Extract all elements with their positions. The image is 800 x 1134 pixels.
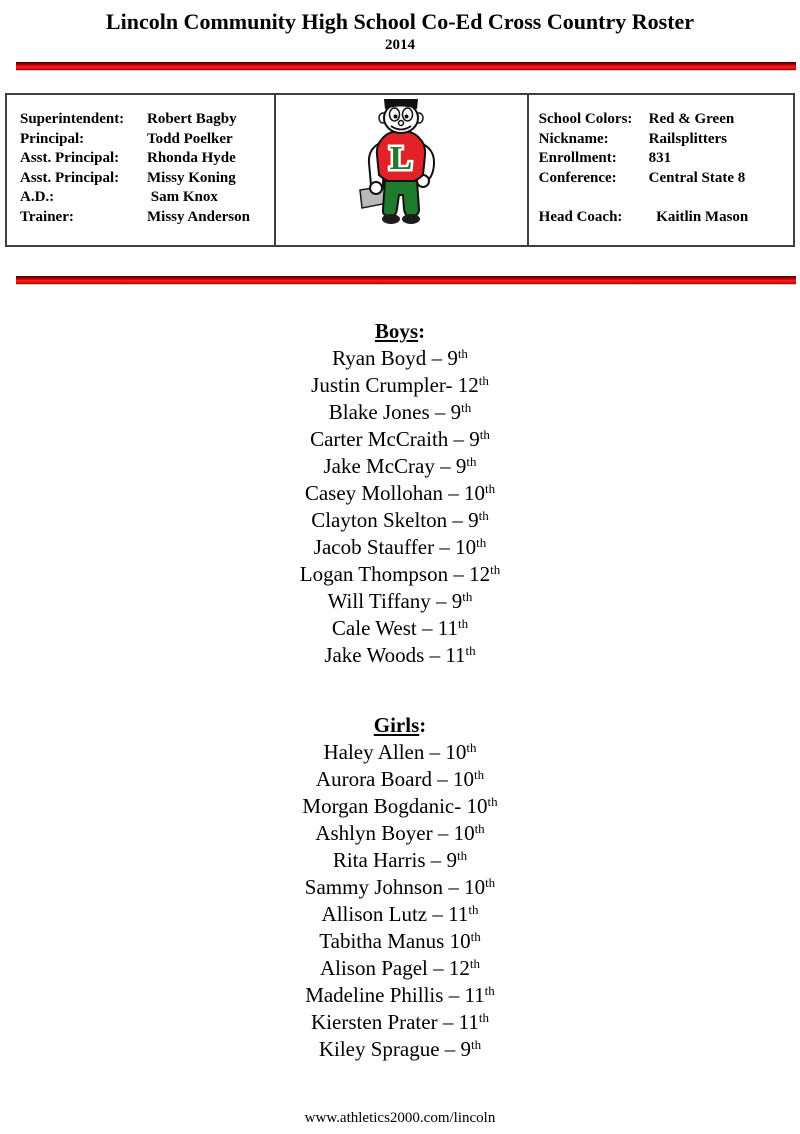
info-label: School Colors: [538, 111, 633, 127]
athlete-separator: – [448, 562, 470, 586]
athlete-grade: 9 [451, 589, 463, 613]
athlete-separator: – [437, 1010, 459, 1034]
athlete-grade-ordinal: th [473, 767, 485, 782]
athlete-name: Will Tiffany [327, 589, 431, 613]
athlete-name: Morgan Bogdanic [302, 794, 455, 818]
athlete-entry [0, 820, 800, 847]
athlete-name: Clayton Skelton [311, 508, 448, 532]
info-label: Head Coach: [538, 208, 623, 225]
athlete-separator: – [424, 740, 446, 764]
girls-heading [0, 712, 800, 739]
athlete-grade: 9 [447, 346, 458, 370]
athlete-grade: 9 [468, 508, 479, 532]
info-band [5, 93, 795, 247]
athlete-entry [0, 426, 800, 453]
athlete-entry [0, 766, 800, 793]
school-info-row [539, 130, 789, 150]
athlete-grade: 11 [448, 902, 469, 926]
athlete-grade-ordinal: th [478, 1010, 489, 1025]
info-label: Conference: [538, 169, 617, 186]
info-value: 831 [648, 150, 672, 166]
athlete-grade-ordinal: th [474, 821, 485, 836]
girls-heading-colon: : [419, 713, 427, 737]
athlete-separator: – [447, 508, 469, 532]
page-footer [0, 1109, 800, 1127]
athlete-separator: – [429, 400, 451, 424]
athlete-grade-ordinal: th [485, 481, 496, 496]
athlete-entry [0, 1036, 800, 1063]
athlete-grade: 11 [437, 616, 458, 640]
info-value: Robert Bagby [147, 111, 237, 127]
athlete-name: Blake Jones [328, 400, 430, 424]
athlete-grade: 9 [455, 454, 467, 478]
athlete-name: Sammy Johnson [304, 875, 444, 899]
athlete-entry [0, 928, 800, 955]
athlete-entry [0, 739, 800, 766]
railsplitter-mascot-icon [355, 95, 447, 245]
athlete-entry [0, 793, 800, 820]
athlete-name: Casey Mollohan [304, 481, 444, 505]
athlete-name: Jacob Stauffer [313, 535, 435, 559]
athlete-name: Aurora Board [315, 767, 432, 791]
school-info-row [539, 208, 789, 228]
athlete-entry [0, 399, 800, 426]
staff-info-row [20, 208, 270, 228]
athlete-name: Kiersten Prater [311, 1010, 438, 1034]
athlete-entry [0, 345, 800, 372]
athlete-name: Logan Thompson [299, 562, 449, 586]
athlete-grade: 12 [469, 562, 491, 586]
athlete-grade: 11 [464, 983, 485, 1007]
athlete-entry [0, 901, 800, 928]
athlete-name: Haley Allen [323, 740, 425, 764]
athlete-grade-ordinal: th [465, 643, 476, 658]
athlete-grade: 11 [445, 643, 466, 667]
athlete-grade: 9 [446, 848, 458, 872]
staff-info-row [20, 110, 270, 130]
athlete-grade-ordinal: th [476, 535, 487, 550]
athlete-name: Jake Woods [324, 643, 425, 667]
athlete-name: Alison Pagel [319, 956, 428, 980]
boys-heading-text: Boys [374, 319, 419, 343]
info-label: Asst. Principal: [20, 169, 120, 186]
info-value: Kaitlin Mason [648, 208, 749, 225]
athlete-grade: 9 [469, 427, 480, 451]
athlete-name: Kiley Sprague [318, 1037, 440, 1061]
school-info-row [539, 110, 789, 130]
info-value: Rhonda Hyde [147, 150, 236, 166]
athlete-separator: – [425, 848, 447, 872]
athlete-separator: – [424, 643, 446, 667]
website-url: www.athletics2000.com/lincoln [304, 1110, 496, 1126]
page-year: 2014 [385, 37, 415, 53]
athlete-entry [0, 480, 800, 507]
athlete-grade-ordinal: th [470, 929, 481, 944]
girls-list [0, 739, 800, 1063]
athlete-name: Cale West [331, 616, 417, 640]
athlete-grade-ordinal: th [478, 508, 489, 523]
athlete-separator: – [448, 427, 470, 451]
athlete-grade: 10 [452, 767, 474, 791]
athlete-grade: 9 [450, 400, 462, 424]
athlete-separator: – [443, 983, 465, 1007]
athlete-grade: 10 [453, 821, 475, 845]
athlete-grade-ordinal: th [457, 848, 468, 863]
school-info-row [539, 169, 789, 189]
staff-info-row [20, 188, 270, 208]
athlete-grade-ordinal: th [471, 1037, 482, 1052]
school-info-box [527, 95, 793, 245]
mascot-letter: L [390, 140, 413, 177]
boys-heading [0, 318, 800, 345]
athlete-entry [0, 1009, 800, 1036]
athlete-name: Madeline Phillis [305, 983, 444, 1007]
athlete-name: Rita Harris [332, 848, 426, 872]
athlete-name: Ashlyn Boyer [315, 821, 433, 845]
info-value: Red & Green [648, 111, 735, 127]
athlete-separator: – [434, 454, 456, 478]
info-label: Enrollment: [538, 150, 617, 166]
athlete-entry [0, 874, 800, 901]
athlete-grade-ordinal: th [462, 589, 473, 604]
boys-list [0, 345, 800, 669]
athlete-grade-ordinal: th [457, 346, 468, 361]
athlete-name: Ryan Boyd [332, 346, 427, 370]
school-info-row [539, 149, 789, 169]
info-value: Missy Anderson [147, 208, 250, 225]
athlete-entry [0, 372, 800, 399]
athlete-entry [0, 982, 800, 1009]
athlete-name: Justin Crumpler [311, 373, 446, 397]
athlete-grade-ordinal: th [457, 616, 469, 631]
athlete-grade: 9 [460, 1037, 472, 1061]
info-value: Missy Koning [147, 169, 236, 186]
divider-rule-bottom [16, 276, 796, 285]
athlete-separator: – [427, 902, 449, 926]
info-value: Central State 8 [648, 169, 746, 186]
athlete-grade: 10 [466, 794, 488, 818]
info-label: Superintendent: [20, 111, 125, 127]
info-value: Sam Knox [147, 189, 218, 205]
athlete-entry [0, 615, 800, 642]
athlete-separator: – [443, 875, 465, 899]
info-label: Trainer: [20, 208, 74, 225]
athlete-entry [0, 561, 800, 588]
athlete-grade: 10 [455, 535, 477, 559]
athlete-name: Tabitha Manus [319, 929, 445, 953]
staff-info-row [20, 130, 270, 150]
athlete-grade-ordinal: th [487, 794, 498, 809]
mascot-box [274, 95, 526, 245]
boys-roster [0, 318, 800, 669]
staff-info-box [7, 95, 274, 245]
athlete-grade-ordinal: th [466, 454, 477, 469]
girls-heading-text: Girls [373, 713, 420, 737]
athlete-grade-ordinal: th [478, 373, 489, 388]
athlete-entry [0, 955, 800, 982]
athlete-name: Jake McCray [323, 454, 435, 478]
athlete-separator: – [431, 767, 453, 791]
divider-rule-top [16, 62, 796, 71]
athlete-separator: – [427, 956, 449, 980]
athlete-grade: 10 [449, 929, 471, 953]
athlete-name: Allison Lutz [321, 902, 428, 926]
athlete-entry [0, 642, 800, 669]
athlete-separator: – [426, 346, 448, 370]
athlete-grade-ordinal: th [479, 427, 490, 442]
info-label: Asst. Principal: [20, 150, 120, 166]
athlete-grade-ordinal: th [490, 562, 501, 577]
mascot-pants [383, 181, 419, 216]
athlete-grade: 10 [464, 875, 486, 899]
athlete-grade: 10 [445, 740, 467, 764]
athlete-entry [0, 507, 800, 534]
info-value: Todd Poelker [147, 130, 233, 147]
staff-info-row [20, 169, 270, 189]
athlete-grade-ordinal: th [484, 983, 495, 998]
athlete-grade: 12 [448, 956, 470, 980]
athlete-grade-ordinal: th [469, 956, 481, 971]
athlete-grade-ordinal: th [468, 902, 479, 917]
athlete-separator: – [443, 481, 465, 505]
athlete-entry [0, 453, 800, 480]
info-label: Nickname: [538, 130, 609, 147]
athlete-entry [0, 534, 800, 561]
athlete-separator: – [416, 616, 438, 640]
athlete-separator: – [439, 1037, 461, 1061]
info-label: A.D.: [20, 189, 55, 205]
athlete-grade-ordinal: th [461, 400, 472, 415]
athlete-grade-ordinal: th [466, 740, 477, 755]
athlete-grade: 11 [458, 1010, 479, 1034]
athlete-separator: - [445, 373, 458, 397]
athlete-entry [0, 588, 800, 615]
athlete-name: Carter McCraith [310, 427, 449, 451]
athlete-separator: – [432, 821, 454, 845]
page-title: Lincoln Community High School Co-Ed Cross Country Roster [105, 9, 695, 34]
athlete-separator: – [430, 589, 452, 613]
athlete-grade-ordinal: th [485, 875, 496, 890]
athlete-separator: – [434, 535, 456, 559]
staff-info-row [20, 149, 270, 169]
athlete-entry [0, 847, 800, 874]
athlete-grade: 12 [457, 373, 479, 397]
girls-roster [0, 712, 800, 1063]
roster-section [0, 318, 800, 1063]
athlete-grade: 10 [464, 481, 486, 505]
info-label: Principal: [20, 130, 85, 147]
boys-heading-colon: : [418, 319, 426, 343]
school-info-row [539, 188, 789, 208]
info-value: Railsplitters [648, 130, 727, 147]
athlete-separator: - [454, 794, 467, 818]
